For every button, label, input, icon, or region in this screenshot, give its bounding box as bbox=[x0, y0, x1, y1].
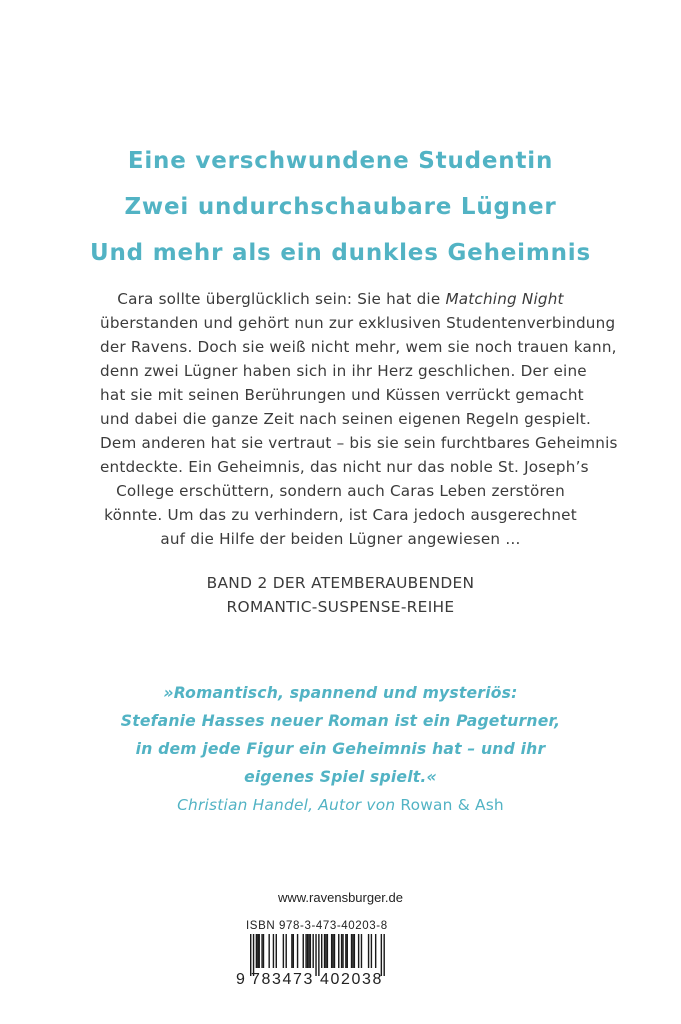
barcode-bar bbox=[352, 934, 353, 968]
barcode-bar bbox=[375, 934, 376, 968]
barcode-bar bbox=[345, 934, 346, 968]
barcode-bar bbox=[361, 934, 362, 968]
barcode-bar bbox=[371, 934, 372, 968]
barcode-bar bbox=[332, 934, 333, 968]
barcode-bar bbox=[253, 934, 254, 976]
barcode-bar bbox=[318, 934, 319, 976]
publisher-website[interactable]: www.ravensburger.de bbox=[277, 890, 403, 905]
barcode-bar bbox=[297, 934, 298, 968]
barcode-bar bbox=[256, 934, 257, 968]
barcode-bar bbox=[283, 934, 284, 968]
ean-left-group: 783473 bbox=[251, 971, 314, 988]
quote-line: Stefanie Hasses neuer Roman ist ein Pageturner, bbox=[120, 712, 561, 730]
blurb-line: der Ravens. Doch sie weiß nicht mehr, wem sie noch trauen kann, bbox=[100, 338, 617, 356]
attribution-author: Christian Handel, Autor von bbox=[177, 796, 401, 814]
barcode-bar bbox=[305, 934, 306, 968]
barcode-bar bbox=[259, 934, 260, 968]
blurb-line: auf die Hilfe der beiden Lügner angewiesen … bbox=[160, 530, 521, 548]
blurb-line: und dabei die ganze Zeit nach seinen eigenen Regeln gespielt. bbox=[100, 410, 591, 428]
blurb-line: Dem anderen hat sie vertraut – bis sie sein furchtbares Geheimnis bbox=[100, 434, 618, 452]
blurb-line: hat sie mit seinen Berührungen und Küssen verrückt gemacht bbox=[100, 386, 584, 404]
barcode-bar bbox=[358, 934, 359, 968]
barcode-bar bbox=[312, 934, 313, 968]
barcode-bar bbox=[286, 934, 287, 968]
ean-first-digit: 9 bbox=[236, 971, 247, 988]
blurb-title-italic: Matching Night bbox=[445, 290, 564, 308]
blurb-line-text: Cara sollte überglücklich sein: Sie hat die bbox=[117, 290, 446, 308]
blurb-line: denn zwei Lügner haben sich in ihr Herz geschlichen. Der eine bbox=[100, 362, 587, 380]
barcode-bar bbox=[334, 934, 335, 968]
barcode bbox=[238, 934, 388, 976]
barcode-bar bbox=[315, 934, 316, 976]
barcode-bar bbox=[263, 934, 264, 968]
headline-1: Eine verschwundene Studentin bbox=[127, 148, 554, 174]
blurb-line: überstanden und gehört nun zur exklusiven Studentenverbindung bbox=[100, 314, 616, 332]
barcode-bar bbox=[325, 934, 326, 968]
quote-line: in dem jede Figur ein Geheimnis hat – und ihr bbox=[135, 740, 546, 758]
headline-2: Zwei undurchschaubare Lügner bbox=[124, 194, 557, 220]
barcode-bar bbox=[383, 934, 384, 976]
quote-attribution bbox=[0, 791, 681, 819]
quote-line: eigenes Spiel spielt.« bbox=[244, 768, 437, 786]
barcode-bar bbox=[324, 934, 325, 968]
ean-right-group: 402038 bbox=[320, 971, 383, 988]
blurb-line: entdeckte. Ein Geheimnis, das nicht nur das noble St. Joseph’s bbox=[100, 458, 589, 476]
review-quote bbox=[0, 679, 681, 819]
barcode-bar bbox=[338, 934, 339, 968]
barcode-bar bbox=[342, 934, 343, 968]
headline-3: Und mehr als ein dunkles Geheimnis bbox=[90, 240, 591, 266]
barcode-bar bbox=[307, 934, 308, 968]
barcode-bar bbox=[257, 934, 258, 968]
barcode-bar bbox=[354, 934, 355, 968]
tagline-line-1: BAND 2 DER ATEMBERAUBENDEN bbox=[206, 574, 475, 592]
blurb-line: könnte. Um das zu verhindern, ist Cara jedoch ausgerechnet bbox=[104, 506, 577, 524]
blurb-line: College erschüttern, sondern auch Caras Leben zerstören bbox=[116, 482, 565, 500]
barcode-bar bbox=[293, 934, 294, 968]
barcode-bar bbox=[381, 934, 382, 976]
barcode-bar bbox=[368, 934, 369, 968]
attribution-book: Rowan & Ash bbox=[400, 796, 504, 814]
barcode-bar bbox=[341, 934, 342, 968]
barcode-bar bbox=[308, 934, 309, 968]
barcode-bar bbox=[273, 934, 274, 968]
barcode-bar bbox=[261, 934, 262, 968]
barcode-bar bbox=[310, 934, 311, 968]
headline-block bbox=[0, 138, 681, 276]
barcode-bar bbox=[268, 934, 269, 968]
barcode-bar bbox=[276, 934, 277, 968]
isbn-label: ISBN 978-3-473-40203-8 bbox=[246, 920, 388, 932]
series-tagline bbox=[0, 571, 681, 619]
barcode-bar bbox=[327, 934, 328, 968]
barcode-bar bbox=[351, 934, 352, 968]
blurb-text bbox=[100, 287, 618, 551]
quote-line: »Romantisch, spannend und mysteriös: bbox=[163, 684, 518, 702]
barcode-bar bbox=[291, 934, 292, 968]
blurb-line bbox=[100, 287, 581, 311]
barcode-bar bbox=[331, 934, 332, 968]
tagline-line-2: ROMANTIC-SUSPENSE-REIHE bbox=[226, 598, 455, 616]
barcode-bar bbox=[321, 934, 322, 968]
barcode-bar bbox=[303, 934, 304, 968]
barcode-bar bbox=[250, 934, 251, 976]
barcode-bar bbox=[347, 934, 348, 968]
